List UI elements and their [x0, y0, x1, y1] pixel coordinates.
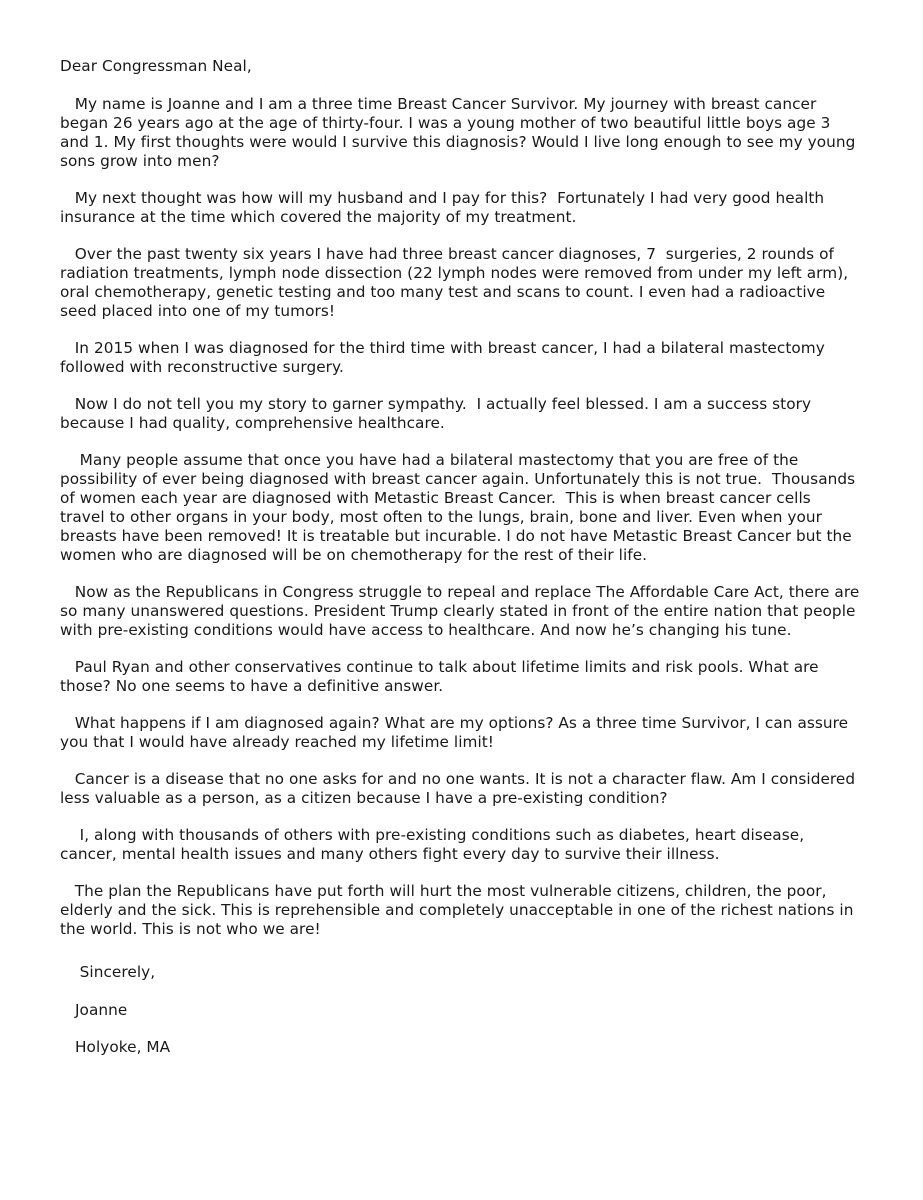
signer-location: Holyoke, MA: [75, 1038, 171, 1056]
paragraph-republican-plan: The plan the Republicans have put forth will hurt the most vulnerable citizens, children, the poor, elderly and the sick. This is reprehensible and completely unacceptable in one of the richest nations in the world. This is not who we are!: [60, 882, 859, 938]
paragraph-insurance: My next thought was how will my husband and I pay for this? Fortunately I had very good health insurance at the time which covered the majority of my treatment.: [60, 189, 830, 226]
valediction: Sincerely,: [60, 963, 156, 981]
letter-closing: [60, 963, 860, 1057]
paragraph-lifetime-limits: Paul Ryan and other conservatives continue to talk about lifetime limits and risk pools. What are those? No one seems to have a definitive answer.: [60, 658, 824, 695]
paragraph-metastatic-cancer: Many people assume that once you have had a bilateral mastectomy that you are free of the possibility of ever being diagnosed with breast cancer again. Unfortunately this is not true. Thousands of women each year are diagnosed with Metastic Breast Cancer. This is when breast cancer cells travel to other organs in your body, most often to the lungs, brain, bone and liver. Even when your breasts have been removed! It is treatable but incurable. I do not have Metastic Breast Cancer but the women who are diagnosed will be on chemotherapy for the rest of their life.: [60, 451, 861, 564]
paragraph-pre-existing-conditions: I, along with thousands of others with pre-existing conditions such as diabetes, heart disease, cancer, mental health issues and many others fight every day to survive their illness.: [60, 826, 810, 863]
paragraph-character-flaw: Cancer is a disease that no one asks for and no one wants. It is not a character flaw. Am I considered less valuable as a person, as a citizen because I have a pre-existing condition?: [60, 770, 861, 807]
signer-name: Joanne: [75, 1001, 128, 1019]
paragraph-affordable-care-act: Now as the Republicans in Congress struggle to repeal and replace The Affordable Care Act, there are so many unanswered questions. President Trump clearly stated in front of the entire nation that people with pre-existing conditions would have access to healthcare. And now he’s changing his tune.: [60, 583, 865, 639]
paragraph-success-story: Now I do not tell you my story to garner sympathy. I actually feel blessed. I am a success story because I had quality, comprehensive healthcare.: [60, 395, 816, 432]
salutation: Dear Congressman Neal,: [60, 57, 252, 75]
paragraph-options: What happens if I am diagnosed again? What are my options? As a three time Survivor, I can assure you that I would have already reached my lifetime limit!: [60, 714, 854, 751]
letter-body: [60, 57, 865, 1075]
paragraph-treatment-history: Over the past twenty six years I have had three breast cancer diagnoses, 7 surgeries, 2 rounds of radiation treatments, lymph node dissection (22 lymph nodes were removed from under my left arm), oral chemotherapy, genetic testing and too many test and scans to count. I even had a radioactive seed placed into one of my tumors!: [60, 245, 854, 320]
paragraph-introduction: My name is Joanne and I am a three time Breast Cancer Survivor. My journey with breast cancer began 26 years ago at the age of thirty-four. I was a young mother of two beautiful little boys age 3 and 1. My first thoughts were would I survive this diagnosis? Would I live long enough to see my young sons grow into men?: [60, 95, 861, 170]
paragraph-2015-diagnosis: In 2015 when I was diagnosed for the third time with breast cancer, I had a bilateral mastectomy followed with reconstructive surgery.: [60, 339, 830, 376]
